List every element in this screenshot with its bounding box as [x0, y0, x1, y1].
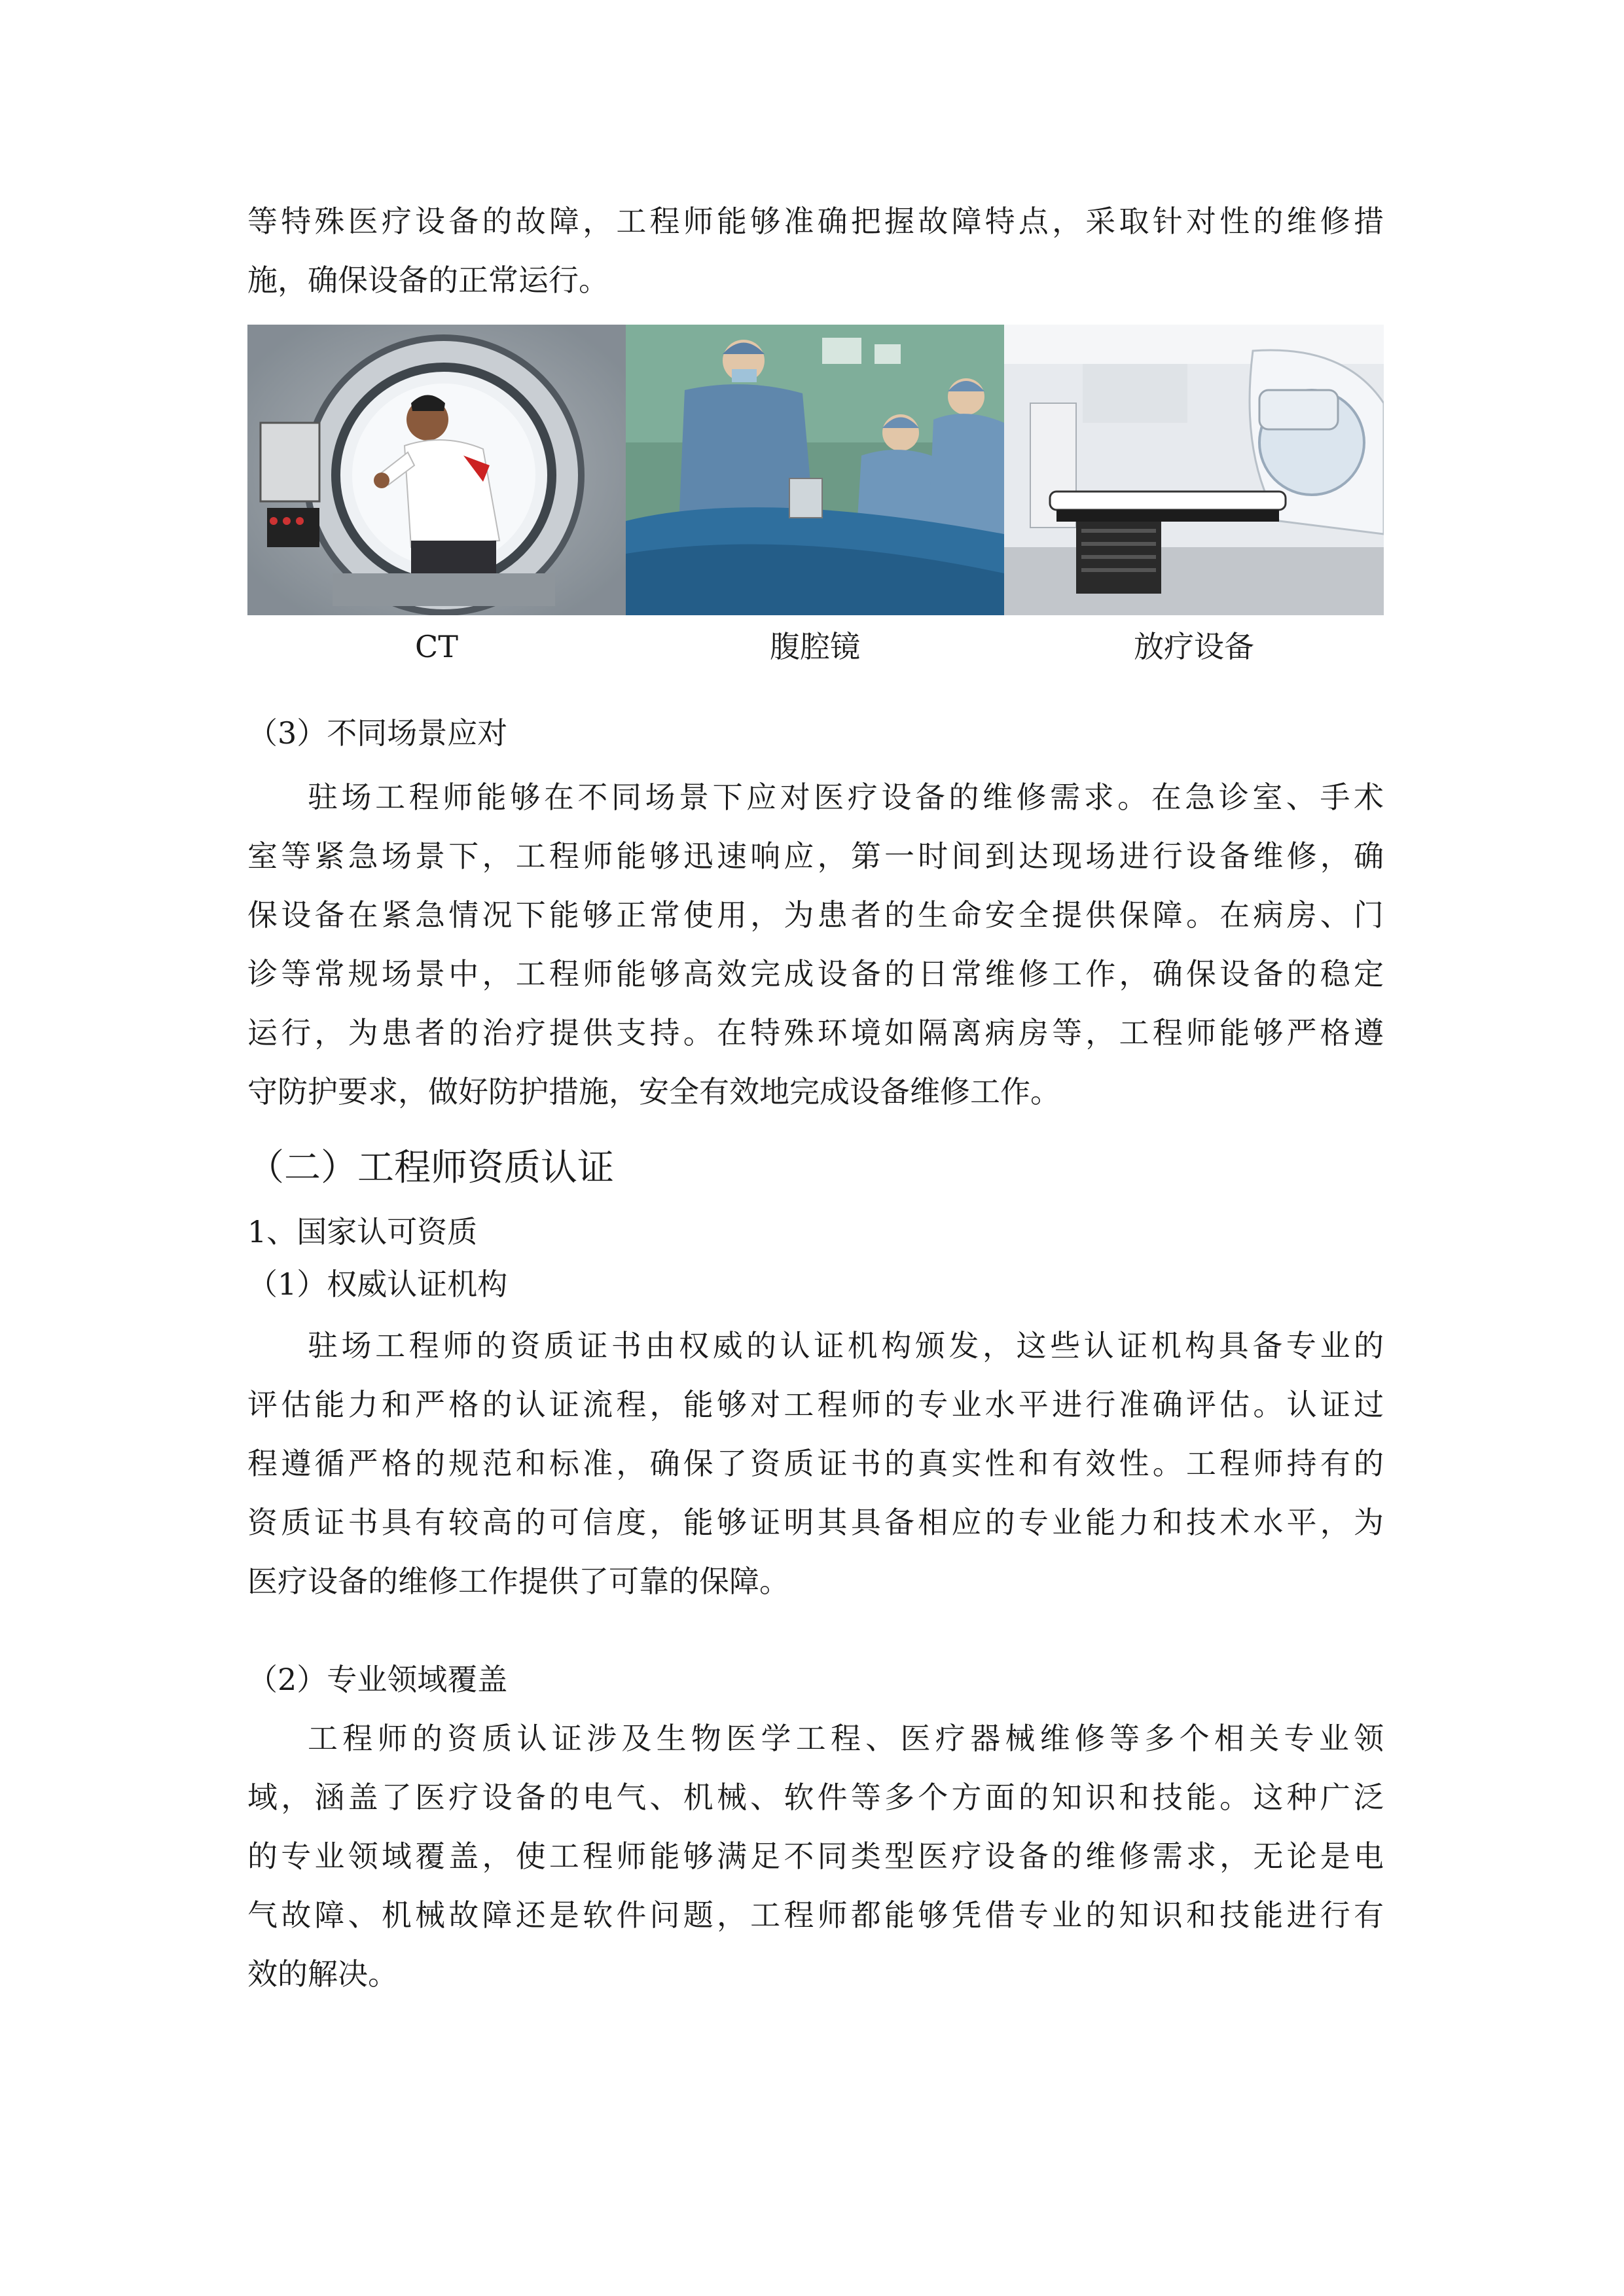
chapter-heading: （二）工程师资质认证: [247, 1147, 614, 1189]
figure-caption-ct: CT: [415, 629, 458, 664]
paragraph-line: 域，涵盖了医疗设备的电气、机械、软件等多个方面的知识和技能。这种广泛: [247, 1780, 1384, 1815]
radiotherapy-photo: [1004, 325, 1384, 615]
paragraph-line: 等特殊医疗设备的故障，工程师能够准确把握故障特点，采取针对性的维修措: [247, 204, 1384, 239]
ct-photo: [247, 325, 626, 615]
paragraph-line: 的专业领域覆盖，使工程师能够满足不同类型医疗设备的维修需求，无论是电: [247, 1839, 1384, 1874]
figure-caption-radiotherapy: 放疗设备: [1134, 629, 1254, 664]
subsection-heading: 1、国家认可资质: [247, 1214, 478, 1249]
paragraph-line: 驻场工程师能够在不同场景下应对医疗设备的维修需求。在急诊室、手术: [308, 780, 1384, 815]
paragraph-line: 资质证书具有较高的可信度，能够证明其具备相应的专业能力和技术水平，为: [247, 1505, 1384, 1540]
paragraph-line: 驻场工程师的资质证书由权威的认证机构颁发，这些认证机构具备专业的: [308, 1328, 1384, 1363]
paragraph-line: 工程师的资质认证涉及生物医学工程、医疗器械维修等多个相关专业领: [308, 1721, 1384, 1756]
paragraph-line: 医疗设备的维修工作提供了可靠的保障。: [247, 1564, 789, 1599]
paragraph-line: 室等紧急场景下，工程师能够迅速响应，第一时间到达现场进行设备维修，确: [247, 838, 1384, 874]
laparoscope-photo: [626, 325, 1004, 615]
paragraph-line: 程遵循严格的规范和标准，确保了资质证书的真实性和有效性。工程师持有的: [247, 1446, 1384, 1481]
paragraph-line: 气故障、机械故障还是软件问题，工程师都能够凭借专业的知识和技能进行有: [247, 1897, 1384, 1933]
photo-strip: [247, 325, 1384, 615]
paragraph-line: 施，确保设备的正常运行。: [247, 262, 609, 298]
paragraph-line: 保设备在紧急情况下能够正常使用，为患者的生命安全提供保障。在病房、门: [247, 897, 1384, 933]
paragraph-line: 运行，为患者的治疗提供支持。在特殊环境如隔离病房等，工程师能够严格遵: [247, 1015, 1384, 1050]
item-heading: （1）权威认证机构: [247, 1266, 508, 1302]
section-heading: （3）不同场景应对: [247, 715, 508, 751]
figure-caption-laparoscope: 腹腔镜: [770, 629, 860, 664]
paragraph-line: 评估能力和严格的认证流程，能够对工程师的专业水平进行准确评估。认证过: [247, 1387, 1384, 1422]
paragraph-line: 效的解决。: [247, 1956, 398, 1992]
item-heading: （2）专业领域覆盖: [247, 1662, 508, 1697]
paragraph-line: 诊等常规场景中，工程师能够高效完成设备的日常维修工作，确保设备的稳定: [247, 956, 1384, 992]
paragraph-line: 守防护要求，做好防护措施，安全有效地完成设备维修工作。: [247, 1074, 1060, 1109]
